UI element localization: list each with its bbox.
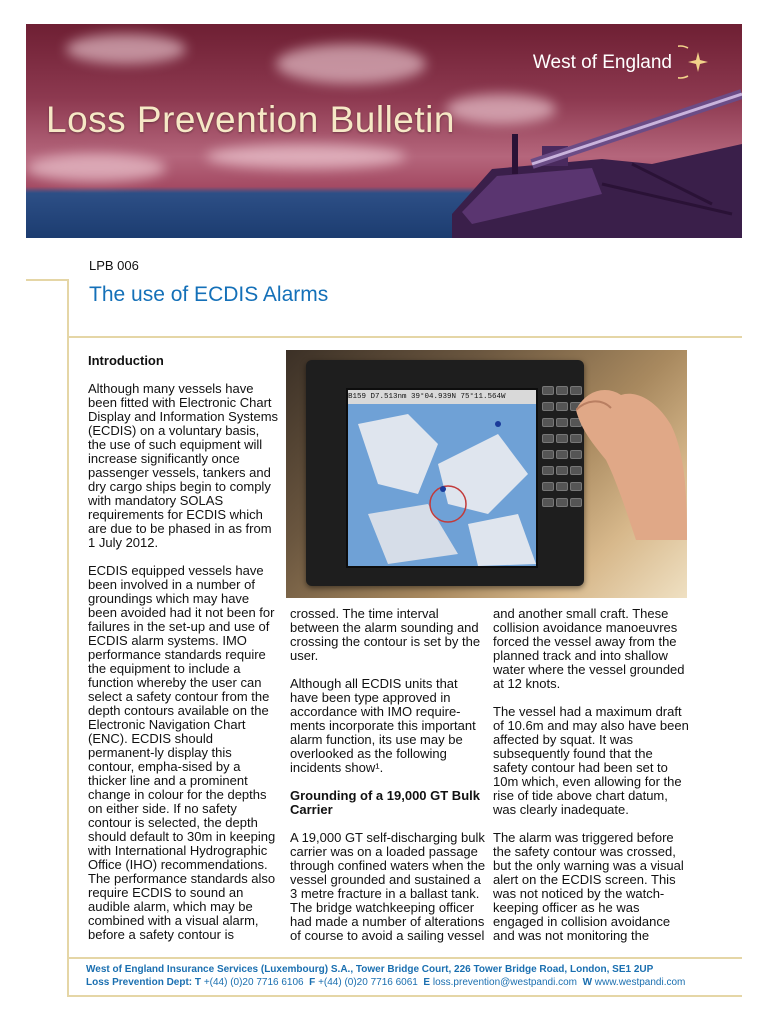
ship-illustration (452, 64, 742, 238)
frame-rule-header (67, 336, 742, 338)
ecdis-unit (306, 360, 584, 586)
bulletin-code: LPB 006 (89, 258, 139, 273)
ecdis-screen (346, 388, 538, 568)
frame-rule-footer-bottom (67, 995, 742, 997)
dept-label: Loss Prevention Dept: (86, 977, 193, 988)
web-link[interactable]: www.westpandi.com (594, 977, 686, 988)
brand-name: West of England (532, 52, 672, 73)
paragraph: A 19,000 GT self-discharging bulk carrier was on a loaded passage through confined waters when the vessel grounded and sustained a 3 metre fracture in a ballast tank. The bridge watchkeeping officer had made a number of alterations of course to avoid a sailing vessel (290, 830, 486, 943)
phone-label: T (194, 977, 202, 988)
fax-number: +(44) (0)20 7716 6061 (318, 977, 418, 988)
paragraph: and another small craft. These collision avoidance manoeuvres forced the vessel away from the planned track and into shallow water where the vessel grounded at 12 knots. (493, 606, 685, 691)
banner-title: Loss Prevention Bulletin (46, 99, 455, 140)
email-label: E (423, 977, 431, 988)
section-heading-grounding: Grounding of a 19,000 GT Bulk Carrier (290, 788, 480, 817)
frame-rule-left-top (26, 279, 68, 281)
paragraph: The vessel had a maximum draft of 10.6m and may also have been affected by squat. It was subsequently found that the safety contour had been set to 10m which, even allowing for the rise of tide above chart datum, was clearly inadequate. (493, 704, 689, 817)
fax-label: F (309, 977, 316, 988)
paragraph: The alarm was triggered before the safety contour was crossed, but the only warning was a visual alert on the ECDIS screen. This was not noticed by the watch-keeping officer as he was engaged in collision avoidance and was not monitoring the (493, 830, 684, 943)
chart-display (348, 404, 536, 566)
email-link[interactable]: loss.prevention@westpandi.com (432, 977, 577, 988)
ecdis-readout: B159 D7.513nm 39°04.939N 75°11.564W (348, 390, 536, 404)
paragraph: crossed. The time interval between the alarm sounding and crossing the contour is set by the user. (290, 606, 481, 663)
text-column-2 (290, 607, 486, 943)
footer-address: West of England Insurance Services (Luxembourg) S.A., Tower Bridge Court, 226 Tower Bridge Road, London, SE1 2UP (86, 964, 654, 975)
paragraph: ECDIS equipped vessels have been involved in a number of groundings which may have been avoided had it not been for failures in the set-up and use of ECDIS alarm systems. IMO performance standards require the equipment to include a function whereby the user can select a safety contour from the depth contours available on the Electronic Navigation Chart (ENC). ECDIS should permanent-ly display this contour, empha-sised by a thicker line and a prominent change in colour for the depths on either side. If no safety contour is selected, the depth should default to 30m in keeping with International Hydrographic Office (IHO) recommendations. The performance standards also require ECDIS to sound an audible alarm, which may be combined with a visual alarm, before a safety contour is (88, 563, 276, 942)
page-title: The use of ECDIS Alarms (89, 283, 329, 306)
phone-number: +(44) (0)20 7716 6106 (203, 977, 304, 988)
banner-image (26, 24, 742, 238)
paragraph: Although all ECDIS units that have been type approved in accordance with IMO require-ments incorporate this important alarm function, its use may be overlooked as the following incidents show¹. (290, 676, 476, 775)
text-column-1 (88, 354, 280, 942)
frame-rule-footer-top (67, 957, 742, 959)
frame-rule-vertical (67, 279, 69, 997)
hand-illustration (576, 370, 687, 540)
text-column-3 (493, 607, 691, 943)
section-heading-introduction: Introduction (88, 353, 164, 368)
ecdis-photo (286, 350, 687, 598)
paragraph: Although many vessels have been fitted with Electronic Chart Display and Information Systems (ECDIS) on a voluntary basis, the use of such equipment will increase significantly once passenger vessels, tankers and dry cargo ships begin to comply with mandatory SOLAS requirements for ECDIS which are due to be phased in as from 1 July 2012. (88, 381, 279, 550)
web-label: W (582, 977, 593, 988)
footer-contact (86, 977, 685, 988)
